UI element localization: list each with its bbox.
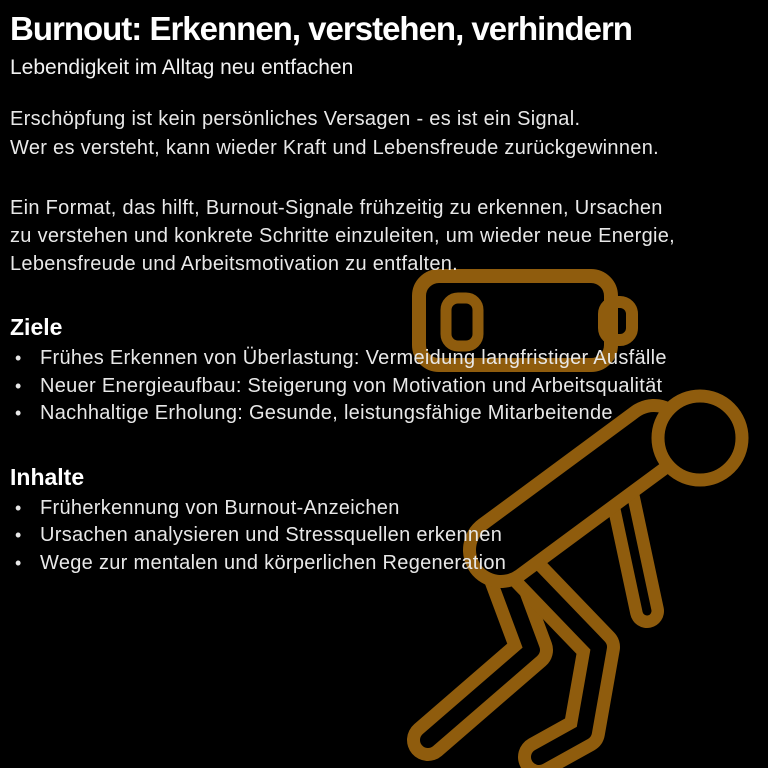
page-title: Burnout: Erkennen, verstehen, verhindern (10, 10, 632, 47)
contents-heading: Inhalte (10, 463, 85, 490)
description-line: Ein Format, das hilft, Burnout-Signale frühzeitig zu erkennen, Ursachen (10, 197, 663, 219)
goals-heading: Ziele (10, 314, 63, 340)
intro-paragraph (10, 105, 758, 163)
list-item (10, 495, 758, 523)
list-item (10, 550, 758, 578)
contents-list (10, 495, 758, 578)
list-item-text: Neuer Energieaufbau: Steigerung von Motivation und Arbeitsqualität (40, 374, 663, 397)
page-subtitle: Lebendigkeit im Alltag neu entfachen (10, 56, 354, 79)
list-item (10, 345, 758, 373)
list-item (10, 373, 758, 401)
intro-line: Erschöpfung ist kein persönliches Versagen - es ist ein Signal. (10, 108, 581, 130)
bullet-icon: • (15, 375, 22, 396)
list-item-text: Frühes Erkennen von Überlastung: Vermeidung langfristiger Ausfälle (40, 347, 667, 369)
list-item-text: Wege zur mentalen und körperlichen Regeneration (40, 551, 507, 574)
description-line: zu verstehen und konkrete Schritte einzuleiten, um wieder neue Energie, (10, 225, 676, 247)
intro-line: Wer es versteht, kann wieder Kraft und Lebensfreude zurückgewinnen. (10, 137, 659, 159)
description-line: Lebensfreude und Arbeitsmotivation zu entfalten. (10, 253, 459, 275)
contents-section (10, 464, 758, 578)
list-item (10, 522, 758, 550)
goals-list (10, 345, 758, 428)
list-item-text: Nachhaltige Erholung: Gesunde, leistungsfähige Mitarbeitende (40, 402, 613, 424)
list-item-text: Früherkennung von Burnout-Anzeichen (40, 496, 400, 519)
list-item-text: Ursachen analysieren und Stressquellen erkennen (40, 524, 503, 546)
goals-section (10, 314, 758, 428)
bullet-icon: • (15, 552, 22, 573)
bullet-icon: • (15, 403, 22, 423)
bullet-icon: • (15, 525, 22, 545)
bullet-icon: • (15, 497, 22, 518)
bullet-icon: • (15, 348, 22, 368)
description-paragraph (10, 194, 758, 278)
list-item (10, 400, 758, 428)
